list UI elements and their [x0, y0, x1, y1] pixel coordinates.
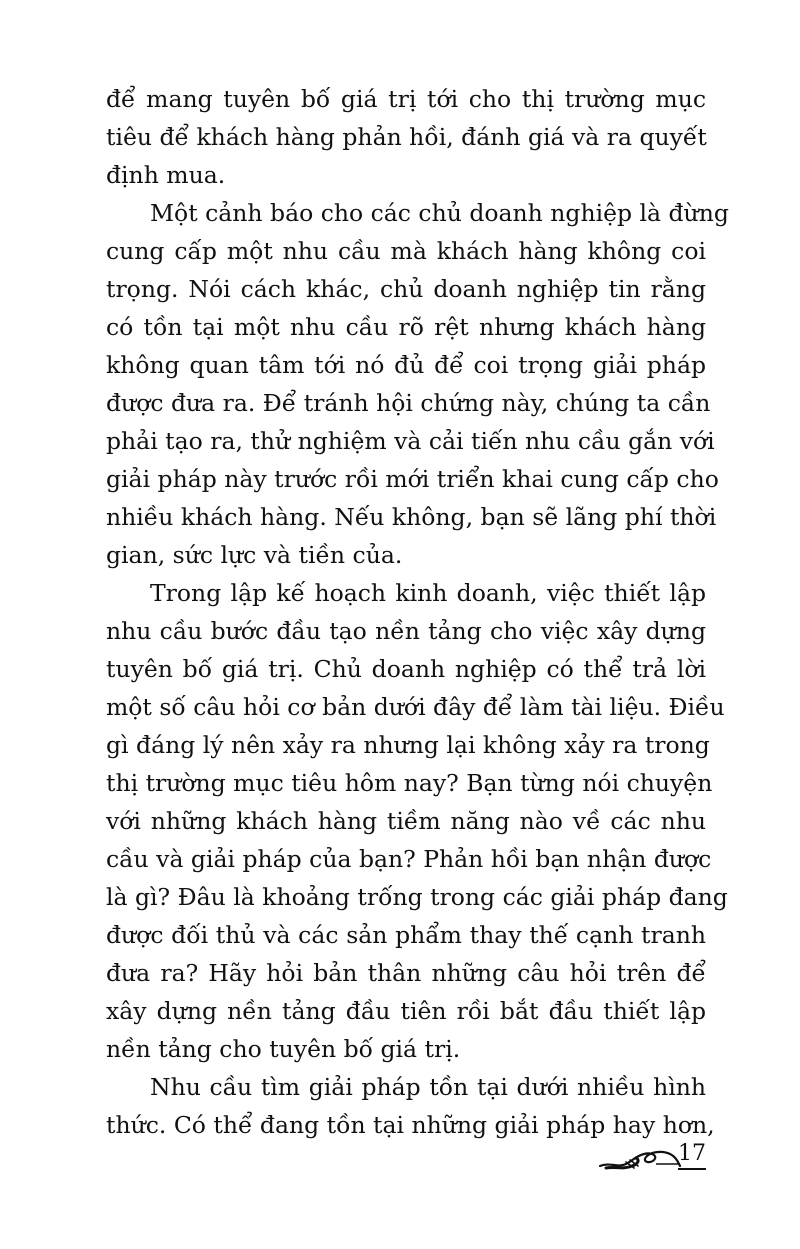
text-line: xây dựng nền tảng đầu tiên rồi bắt đầu thiết lập [106, 997, 706, 1025]
text-line: định mua. [106, 161, 226, 189]
text-line: nhiều khách hàng. Nếu không, bạn sẽ lãng phí thời [106, 503, 717, 531]
text-line: thị trường mục tiêu hôm nay? Bạn từng nói chuyện [106, 769, 713, 797]
text-line: để mang tuyên bố giá trị tới cho thị trường mục [106, 85, 706, 113]
text-line: phải tạo ra, thử nghiệm và cải tiến nhu cầu gắn với [106, 427, 715, 455]
text-line: được đối thủ và các sản phẩm thay thế cạnh tranh [106, 921, 706, 949]
text-line: trọng. Nói cách khác, chủ doanh nghiệp tin rằng [106, 275, 706, 303]
text-line: gian, sức lực và tiền của. [106, 541, 403, 569]
text-line: nhu cầu bước đầu tạo nền tảng cho việc xây dựng [106, 617, 706, 645]
body-text [106, 80, 729, 1144]
text-line: không quan tâm tới nó đủ để coi trọng giải pháp [106, 351, 706, 379]
page-footer [596, 1138, 716, 1178]
text-line: đưa ra? Hãy hỏi bản thân những câu hỏi trên để [106, 959, 706, 987]
text-line: giải pháp này trước rồi mới triển khai cung cấp cho [106, 465, 719, 493]
text-line: Một cảnh báo cho các chủ doanh nghiệp là đừng [150, 199, 729, 227]
text-line: cầu và giải pháp của bạn? Phản hồi bạn nhận được [106, 845, 712, 873]
text-line: Trong lập kế hoạch kinh doanh, việc thiết lập [150, 579, 706, 607]
text-line: có tồn tại một nhu cầu rõ rệt nhưng khách hàng [106, 313, 706, 341]
text-line: một số câu hỏi cơ bản dưới đây để làm tài liệu. Điều [106, 693, 725, 721]
text-line: cung cấp một nhu cầu mà khách hàng không coi [106, 237, 706, 265]
page-number: 17 [678, 1140, 706, 1170]
text-line: thức. Có thể đang tồn tại những giải pháp hay hơn, [106, 1111, 715, 1139]
flourish-ornament-icon [596, 1142, 682, 1174]
text-line: là gì? Đâu là khoảng trống trong các giải pháp đang [106, 883, 728, 911]
text-line: với những khách hàng tiềm năng nào về các nhu [106, 807, 706, 835]
text-line: Nhu cầu tìm giải pháp tồn tại dưới nhiều hình [150, 1073, 706, 1101]
text-line: nền tảng cho tuyên bố giá trị. [106, 1035, 461, 1063]
text-line: tuyên bố giá trị. Chủ doanh nghiệp có thể trả lời [106, 655, 706, 683]
text-line: gì đáng lý nên xảy ra nhưng lại không xảy ra trong [106, 731, 710, 759]
text-line: tiêu để khách hàng phản hồi, đánh giá và ra quyết [106, 123, 707, 151]
text-line: được đưa ra. Để tránh hội chứng này, chúng ta cần [106, 389, 711, 417]
